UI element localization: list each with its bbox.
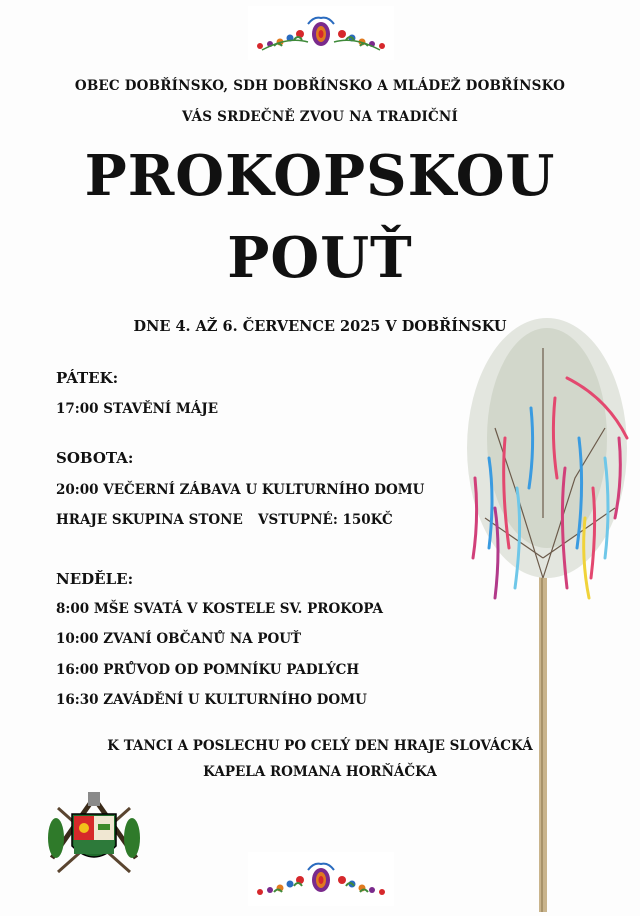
organizers-line: OBEC DOBŘÍNSKO, SDH DOBŘÍNSKO A MLÁDEŽ DOBŘÍNSKO bbox=[74, 78, 566, 94]
saturday-heading: SOBOTA: bbox=[56, 449, 134, 467]
saturday-item: 20:00 VEČERNÍ ZÁBAVA U KULTURNÍHO DOMU bbox=[56, 482, 425, 498]
sunday-item: 10:00 ZVANÍ OBČANŮ NA POUŤ bbox=[56, 631, 302, 647]
top-folk-ornament bbox=[248, 6, 394, 60]
firefighters-crest bbox=[44, 788, 144, 878]
sunday-item: 8:00 MŠE SVATÁ V KOSTELE SV. PROKOPA bbox=[56, 601, 383, 617]
main-title-line1: PROKOPSKOU bbox=[84, 143, 556, 209]
friday-heading: PÁTEK: bbox=[56, 369, 119, 387]
maypole-illustration bbox=[455, 318, 640, 912]
event-dateline: DNE 4. AŽ 6. ČERVENCE 2025 V DOBŘÍNSKU bbox=[133, 318, 507, 335]
closing-line1: K TANCI A POSLECHU PO CELÝ DEN HRAJE SLOVÁCKÁ bbox=[107, 738, 533, 754]
invitation-line: VÁS SRDEČNĚ ZVOU NA TRADIČNÍ bbox=[182, 109, 458, 125]
sunday-heading: NEDĚLE: bbox=[56, 570, 134, 588]
sunday-item: 16:30 ZAVÁDĚNÍ U KULTURNÍHO DOMU bbox=[56, 692, 367, 708]
closing-line2: KAPELA ROMANA HORŇÁČKA bbox=[203, 764, 437, 780]
sunday-item: 16:00 PRŮVOD OD POMNÍKU PADLÝCH bbox=[56, 662, 360, 678]
saturday-entry-fee: VSTUPNÉ: 150KČ bbox=[258, 512, 393, 528]
saturday-band: HRAJE SKUPINA STONE bbox=[56, 512, 243, 528]
bottom-folk-ornament bbox=[248, 852, 394, 906]
friday-item: 17:00 STAVĚNÍ MÁJE bbox=[56, 401, 219, 417]
main-title-line2: POUŤ bbox=[227, 225, 413, 291]
